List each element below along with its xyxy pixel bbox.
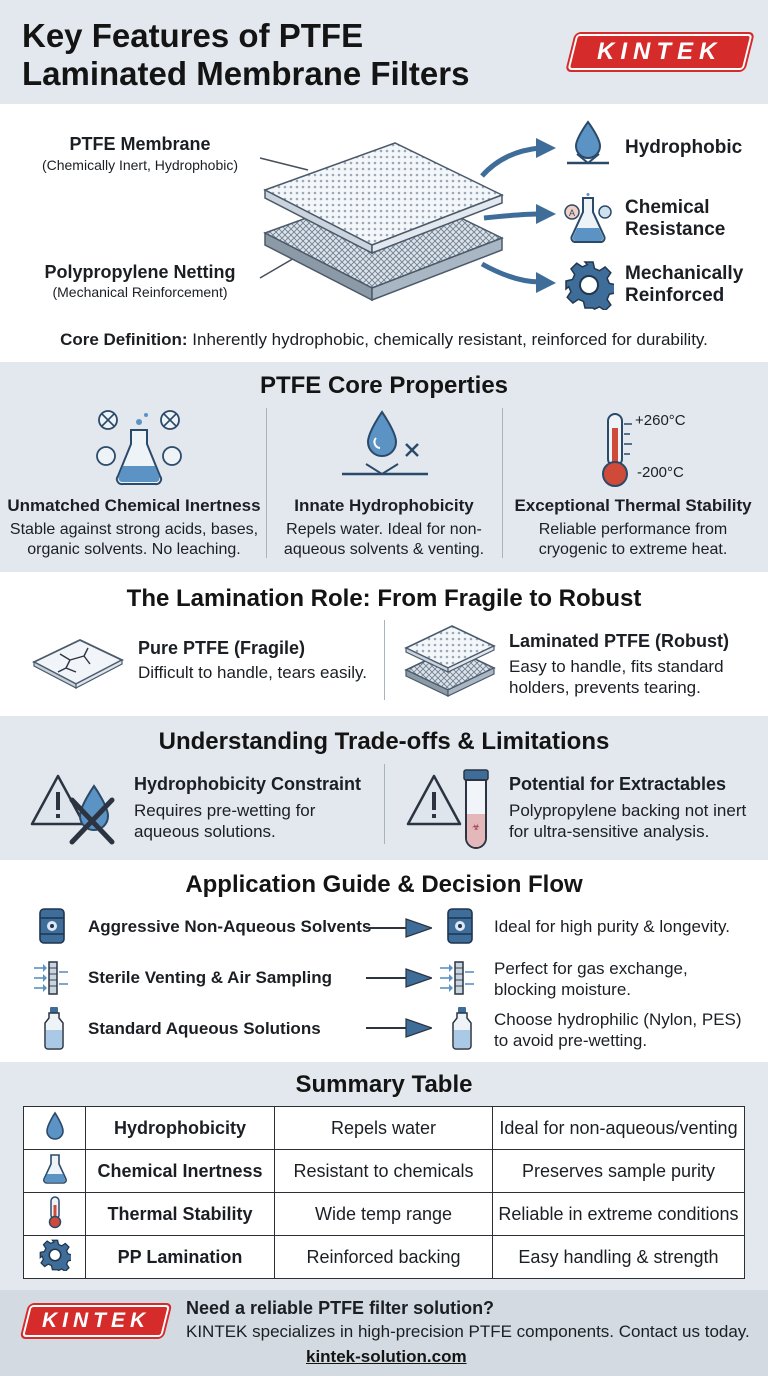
water-bottle-icon xyxy=(42,1006,66,1050)
arrow-right-icon xyxy=(366,918,432,938)
feature-hydrophobic: Hydrophobic xyxy=(625,137,743,158)
kintek-logo[interactable]: KINTEK xyxy=(568,34,753,70)
app-row-3-result: Choose hydrophilic (Nylon, PES) to avoid pre-wetting. xyxy=(494,1010,742,1050)
thermal-stability-title: Exceptional Thermal Stability xyxy=(514,496,752,515)
laminated-ptfe-desc: Easy to handle, fits standard holders, prevents tearing. xyxy=(509,657,724,697)
table-cell-property: Repels water xyxy=(275,1107,493,1150)
table-row xyxy=(24,1236,745,1279)
flask-icon xyxy=(42,1153,68,1185)
table-cell-property: Wide temp range xyxy=(275,1193,493,1236)
hydrophobicity-desc: Repels water. Ideal for non- aqueous solvents & venting. xyxy=(283,521,485,558)
table-cell-property: Reinforced backing xyxy=(275,1236,493,1279)
table-cell-benefit: Ideal for non-aqueous/venting xyxy=(493,1107,745,1150)
divider xyxy=(384,620,385,700)
table-cell-benefit: Preserves sample purity xyxy=(493,1150,745,1193)
netting-label: Polypropylene Netting xyxy=(44,262,236,282)
thermometer-icon xyxy=(45,1195,65,1229)
arrow-right-icon xyxy=(366,1018,432,1038)
netting-sublabel: (Mechanical Reinforcement) xyxy=(52,284,228,300)
feature-chemical-resistance: Chemical Resistance xyxy=(625,197,726,240)
summary-table xyxy=(23,1106,745,1279)
tradeoffs-heading: Understanding Trade-offs & Limitations xyxy=(158,728,610,755)
chemical-inertness-title: Unmatched Chemical Inertness xyxy=(7,496,261,515)
title-line-1: Key Features of PTFE xyxy=(22,17,364,54)
title-line-2: Laminated Membrane Filters xyxy=(22,55,470,92)
thermometer-icon xyxy=(596,410,636,490)
gear-icon xyxy=(564,260,614,310)
solvent-barrel-icon xyxy=(38,906,66,946)
temp-low-label: -200°C xyxy=(637,464,684,481)
table-cell-feature: Thermal Stability xyxy=(86,1193,275,1236)
summary-heading: Summary Table xyxy=(295,1071,473,1098)
feature-mechanically-reinforced: Mechanically Reinforced xyxy=(625,263,744,306)
lamination-heading: The Lamination Role: From Fragile to Robust xyxy=(126,585,642,612)
extractables-desc: Polypropylene backing not inert for ultra-sensitive analysis. xyxy=(509,801,747,841)
chemical-inertness-icon xyxy=(96,408,182,490)
core-definition-label: Core Definition: xyxy=(60,330,188,349)
core-properties-heading: PTFE Core Properties xyxy=(259,372,509,399)
membrane-sublabel: (Chemically Inert, Hydrophobic) xyxy=(41,157,239,173)
pure-ptfe-title: Pure PTFE (Fragile) xyxy=(138,638,306,658)
gear-icon xyxy=(39,1239,71,1271)
solvent-barrel-icon xyxy=(446,906,474,946)
vent-filter-icon xyxy=(34,960,68,996)
water-drop-icon xyxy=(563,118,613,168)
temp-high-label: +260°C xyxy=(635,412,686,429)
page-title xyxy=(22,17,469,93)
core-definition-text: Inherently hydrophobic, chemically resistant, reinforced for durability. xyxy=(187,330,708,349)
app-row-3-label: Standard Aqueous Solutions xyxy=(88,1019,321,1038)
table-cell-feature: Chemical Inertness xyxy=(86,1150,275,1193)
core-definition xyxy=(0,330,768,350)
laminated-membrane-icon xyxy=(402,624,498,698)
chemical-inertness-desc: Stable against strong acids, bases, organic solvents. No leaching. xyxy=(9,521,259,558)
table-row xyxy=(24,1150,745,1193)
cracked-membrane-icon xyxy=(30,634,126,690)
vent-filter-icon xyxy=(440,960,474,996)
kintek-logo[interactable]: KINTEK xyxy=(22,1305,170,1337)
warning-no-water-icon xyxy=(28,770,124,848)
app-row-1-label: Aggressive Non-Aqueous Solvents xyxy=(88,917,372,936)
divider xyxy=(502,408,503,558)
table-row xyxy=(24,1107,745,1150)
divider xyxy=(384,764,385,844)
footer-headline: Need a reliable PTFE filter solution? xyxy=(186,1298,495,1318)
pure-ptfe-desc: Difficult to handle, tears easily. xyxy=(138,663,367,682)
thermal-stability-desc: Reliable performance from cryogenic to extreme heat. xyxy=(538,521,728,558)
warning-vial-icon xyxy=(404,768,496,850)
arrow-right-icon xyxy=(366,968,432,988)
application-heading: Application Guide & Decision Flow xyxy=(185,871,583,898)
laminated-ptfe-title: Laminated PTFE (Robust) xyxy=(509,631,729,651)
flask-icon xyxy=(562,192,614,244)
hydrophobicity-constraint-title: Hydrophobicity Constraint xyxy=(134,774,362,794)
app-row-2-result: Perfect for gas exchange, blocking moisture. xyxy=(494,959,688,999)
svg-text:A: A xyxy=(568,208,576,218)
hydrophobicity-constraint-desc: Requires pre-wetting for aqueous solutions. xyxy=(134,801,316,841)
feature-arrows xyxy=(478,130,564,310)
water-bottle-icon xyxy=(450,1006,474,1050)
table-cell-feature: Hydrophobicity xyxy=(86,1107,275,1150)
table-cell-benefit: Reliable in extreme conditions xyxy=(493,1193,745,1236)
table-cell-feature: PP Lamination xyxy=(86,1236,275,1279)
membrane-label: PTFE Membrane xyxy=(69,134,211,154)
footer-text: KINTEK specializes in high-precision PTFE components. Contact us today. xyxy=(186,1322,750,1341)
app-row-2-label: Sterile Venting & Air Sampling xyxy=(88,968,333,987)
extractables-title: Potential for Extractables xyxy=(509,774,727,794)
water-drop-icon xyxy=(44,1111,66,1141)
table-cell-benefit: Easy handling & strength xyxy=(493,1236,745,1279)
table-row xyxy=(24,1193,745,1236)
app-row-1-result: Ideal for high purity & longevity. xyxy=(494,917,730,936)
footer-website-link[interactable]: kintek-solution.com xyxy=(306,1347,467,1366)
table-cell-property: Resistant to chemicals xyxy=(275,1150,493,1193)
svg-text:☣: ☣ xyxy=(471,822,481,832)
hydrophobicity-title: Innate Hydrophobicity xyxy=(294,496,474,515)
hydrophobicity-icon xyxy=(338,408,434,484)
